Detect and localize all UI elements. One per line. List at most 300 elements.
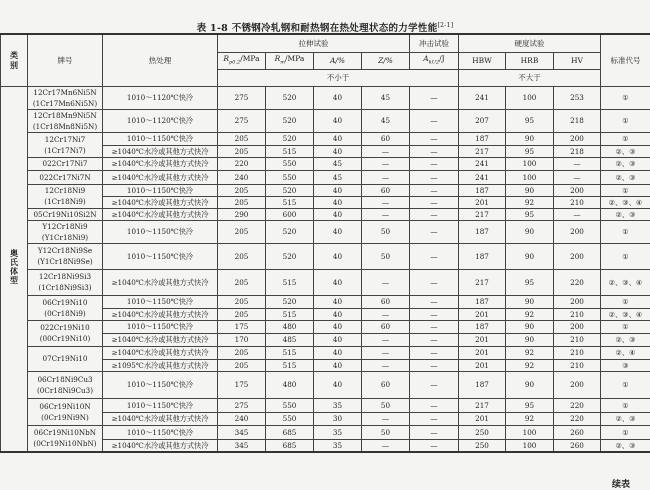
standard-code-cell: ① — [601, 371, 650, 398]
hbw-cell: 250 — [459, 439, 506, 452]
heat-treatment-cell: 1010～1150℃快冷 — [103, 220, 218, 243]
elongation-cell: 40 — [314, 308, 362, 320]
tensile-strength-cell: 515 — [266, 346, 314, 359]
impact-energy-cell: — — [410, 333, 459, 346]
standard-code-cell: ① — [601, 184, 650, 196]
grade-old-name: (1Cr17Mn6Ni5N) — [28, 98, 102, 109]
hbw-cell: 201 — [459, 412, 506, 425]
hv-cell: 260 — [554, 439, 601, 452]
yield-strength-cell: 175 — [218, 371, 266, 398]
impact-energy-cell: — — [410, 196, 459, 208]
impact-energy-cell: — — [410, 439, 459, 452]
elongation-cell: 40 — [314, 145, 362, 157]
hv-cell: 220 — [554, 398, 601, 412]
reduction-cell: 60 — [362, 371, 410, 398]
grade-name: Y12Cr18Ni9Se — [28, 245, 102, 256]
impact-energy-cell: — — [410, 308, 459, 320]
hv-cell: 210 — [554, 359, 601, 371]
grade-cell — [28, 132, 103, 157]
heat-treatment-cell: ≥1040℃水冷或其他方式快冷 — [103, 196, 218, 208]
tensile-strength-cell: 520 — [266, 132, 314, 145]
header-category: 类别 — [1, 34, 28, 86]
elongation-cell: 40 — [314, 132, 362, 145]
hv-cell: 200 — [554, 132, 601, 145]
impact-energy-cell: — — [410, 184, 459, 196]
hbw-cell: 217 — [459, 145, 506, 157]
hv-cell: — — [554, 157, 601, 170]
heat-treatment-cell: 1010～1150℃快冷 — [103, 243, 218, 269]
grade-cell — [28, 208, 103, 220]
continued-label: 续表 — [612, 477, 630, 490]
reduction-cell: 50 — [362, 398, 410, 412]
standard-code-cell: ②、③、④ — [601, 196, 650, 208]
reduction-cell: — — [362, 346, 410, 359]
elongation-cell: 40 — [314, 243, 362, 269]
tensile-strength-cell: 515 — [266, 269, 314, 295]
hrb-cell: 100 — [506, 425, 554, 439]
tensile-strength-cell: 520 — [266, 295, 314, 308]
heat-treatment-cell: 1010～1150℃快冷 — [103, 371, 218, 398]
table-row — [1, 184, 650, 196]
elongation-cell: 40 — [314, 109, 362, 132]
tensile-strength-cell: 685 — [266, 425, 314, 439]
header-hbw: HBW — [459, 52, 506, 69]
header-hardness-test: 硬度试验 — [459, 34, 601, 52]
reduction-cell: 60 — [362, 132, 410, 145]
heat-treatment-cell: 1010～1120℃快冷 — [103, 86, 218, 109]
mechanical-properties-table — [0, 33, 650, 453]
elongation-cell: 40 — [314, 371, 362, 398]
hv-cell: 218 — [554, 109, 601, 132]
hbw-cell: 187 — [459, 184, 506, 196]
reduction-cell: 50 — [362, 220, 410, 243]
heat-treatment-cell: ≥1040℃水冷或其他方式快冷 — [103, 346, 218, 359]
elongation-cell: 40 — [314, 333, 362, 346]
grade-name: 022Cr17Ni7 — [28, 158, 102, 169]
elongation-cell: 40 — [314, 346, 362, 359]
hbw-cell: 187 — [459, 132, 506, 145]
table-row — [1, 371, 650, 398]
category-cell — [1, 86, 28, 452]
tensile-strength-cell: 520 — [266, 243, 314, 269]
table-row — [1, 208, 650, 220]
grade-name: 12Cr17Ni7 — [28, 134, 102, 145]
yield-strength-cell: 170 — [218, 333, 266, 346]
heat-treatment-cell: ≥1040℃水冷或其他方式快冷 — [103, 208, 218, 220]
tensile-strength-cell: 685 — [266, 439, 314, 452]
heat-treatment-cell: 1010～1150℃快冷 — [103, 398, 218, 412]
standard-code-cell: ②、③ — [601, 439, 650, 452]
grade-name: 06Cr19Ni10N — [28, 401, 102, 412]
header-rp02: $R_{p0.2}$/MPa — [218, 52, 266, 69]
grade-name: 12Cr18Ni9 — [28, 185, 102, 196]
hrb-cell: 95 — [506, 398, 554, 412]
yield-strength-cell: 290 — [218, 208, 266, 220]
hv-cell: 200 — [554, 243, 601, 269]
reduction-cell: 60 — [362, 295, 410, 308]
header-not-less-than: 不小于 — [218, 69, 459, 86]
hrb-cell: 95 — [506, 109, 554, 132]
yield-strength-cell: 205 — [218, 243, 266, 269]
reduction-cell: — — [362, 439, 410, 452]
tensile-strength-cell: 520 — [266, 86, 314, 109]
hv-cell: 200 — [554, 320, 601, 333]
hv-cell: 200 — [554, 295, 601, 308]
grade-cell — [28, 184, 103, 208]
impact-energy-cell: — — [410, 243, 459, 269]
hrb-cell: 92 — [506, 346, 554, 359]
impact-energy-cell: — — [410, 208, 459, 220]
header-tensile-test: 拉伸试验 — [218, 34, 410, 52]
grade-cell — [28, 346, 103, 371]
hrb-cell: 92 — [506, 196, 554, 208]
header-standard-code: 标准代号 — [601, 34, 650, 86]
yield-strength-cell: 205 — [218, 269, 266, 295]
hv-cell: 260 — [554, 425, 601, 439]
grade-name: 12Cr18Ni9Si3 — [28, 271, 102, 282]
grade-cell — [28, 269, 103, 295]
hrb-cell: 100 — [506, 157, 554, 170]
elongation-cell: 35 — [314, 398, 362, 412]
grade-old-name: (0Cr19Ni9N) — [28, 412, 102, 423]
grade-old-name: (1Cr18Mn8Ni5N) — [28, 121, 102, 132]
hv-cell: 210 — [554, 196, 601, 208]
heat-treatment-cell: 1010～1150℃快冷 — [103, 184, 218, 196]
table-row — [1, 425, 650, 439]
heat-treatment-cell: 1010～1150℃快冷 — [103, 320, 218, 333]
category-label: 奥氏体型 — [9, 249, 20, 285]
grade-cell — [28, 170, 103, 184]
impact-energy-cell: — — [410, 425, 459, 439]
tensile-strength-cell: 550 — [266, 157, 314, 170]
standard-code-cell: ②、③、④ — [601, 308, 650, 320]
standard-code-cell: ②、③ — [601, 157, 650, 170]
grade-name: 06Cr18Ni9Cu3 — [28, 374, 102, 385]
hbw-cell: 187 — [459, 243, 506, 269]
hbw-cell: 217 — [459, 398, 506, 412]
tensile-strength-cell: 550 — [266, 398, 314, 412]
heat-treatment-cell: ≥1040℃水冷或其他方式快冷 — [103, 145, 218, 157]
hbw-cell: 201 — [459, 196, 506, 208]
grade-old-name: (0Cr18Ni9) — [28, 308, 102, 319]
grade-old-name: (0Cr18Ni9Cu3) — [28, 385, 102, 396]
tensile-strength-cell: 480 — [266, 371, 314, 398]
table-row — [1, 320, 650, 333]
hbw-cell: 250 — [459, 425, 506, 439]
yield-strength-cell: 205 — [218, 184, 266, 196]
reduction-cell: — — [362, 333, 410, 346]
impact-energy-cell: — — [410, 359, 459, 371]
impact-energy-cell: — — [410, 398, 459, 412]
grade-old-name: (Y1Cr18Ni9) — [28, 232, 102, 243]
grade-name: 12Cr17Mn6Ni5N — [28, 87, 102, 98]
hv-cell: 253 — [554, 86, 601, 109]
yield-strength-cell: 205 — [218, 196, 266, 208]
hbw-cell: 201 — [459, 308, 506, 320]
table-row — [1, 86, 650, 109]
heat-treatment-cell: ≥1040℃水冷或其他方式快冷 — [103, 333, 218, 346]
hv-cell: — — [554, 208, 601, 220]
table-row — [1, 243, 650, 269]
hv-cell: 210 — [554, 333, 601, 346]
yield-strength-cell: 345 — [218, 439, 266, 452]
yield-strength-cell: 205 — [218, 346, 266, 359]
hbw-cell: 201 — [459, 333, 506, 346]
header-impact-test: 冲击试验 — [410, 34, 459, 52]
heat-treatment-cell: ≥1040℃水冷或其他方式快冷 — [103, 157, 218, 170]
table-row — [1, 295, 650, 308]
reduction-cell: — — [362, 196, 410, 208]
reduction-cell: 50 — [362, 243, 410, 269]
header-hrb: HRB — [506, 52, 554, 69]
hbw-cell: 207 — [459, 109, 506, 132]
hv-cell: 220 — [554, 269, 601, 295]
standard-code-cell: ②、③ — [601, 412, 650, 425]
elongation-cell: 45 — [314, 157, 362, 170]
grade-name: 022Cr19Ni10 — [28, 322, 102, 333]
elongation-cell: 45 — [314, 170, 362, 184]
elongation-cell: 40 — [314, 295, 362, 308]
standard-code-cell: ②、③ — [601, 170, 650, 184]
reduction-cell: 60 — [362, 320, 410, 333]
elongation-cell: 40 — [314, 184, 362, 196]
yield-strength-cell: 205 — [218, 220, 266, 243]
hbw-cell: 217 — [459, 269, 506, 295]
hbw-cell: 187 — [459, 320, 506, 333]
hrb-cell: 100 — [506, 439, 554, 452]
heat-treatment-cell: 1010～1150℃快冷 — [103, 295, 218, 308]
hbw-cell: 201 — [459, 359, 506, 371]
standard-code-cell: ②、③、④ — [601, 269, 650, 295]
standard-code-cell: ②、③ — [601, 208, 650, 220]
elongation-cell: 35 — [314, 425, 362, 439]
standard-code-cell: ① — [601, 109, 650, 132]
hbw-cell: 187 — [459, 220, 506, 243]
grade-old-name: (00Cr19Ni10) — [28, 333, 102, 344]
hrb-cell: 100 — [506, 170, 554, 184]
standard-code-cell: ②、③ — [601, 333, 650, 346]
grade-old-name: (1Cr18Ni9) — [28, 196, 102, 207]
tensile-strength-cell: 520 — [266, 220, 314, 243]
impact-energy-cell: — — [410, 220, 459, 243]
header-grade: 牌号 — [28, 34, 103, 86]
grade-cell — [28, 425, 103, 452]
elongation-cell: 40 — [314, 86, 362, 109]
elongation-cell: 40 — [314, 269, 362, 295]
tensile-strength-cell: 515 — [266, 145, 314, 157]
elongation-cell: 35 — [314, 439, 362, 452]
hrb-cell: 90 — [506, 132, 554, 145]
tensile-strength-cell: 515 — [266, 308, 314, 320]
grade-cell — [28, 243, 103, 269]
standard-code-cell: ① — [601, 243, 650, 269]
impact-energy-cell: — — [410, 157, 459, 170]
header-not-greater-than: 不大于 — [459, 69, 601, 86]
elongation-cell: 30 — [314, 412, 362, 425]
hrb-cell: 90 — [506, 295, 554, 308]
impact-energy-cell: — — [410, 170, 459, 184]
grade-name: 022Cr17Ni7N — [28, 172, 102, 183]
yield-strength-cell: 275 — [218, 398, 266, 412]
heat-treatment-cell: ≥1040℃水冷或其他方式快冷 — [103, 308, 218, 320]
hbw-cell: 187 — [459, 295, 506, 308]
tensile-strength-cell: 485 — [266, 333, 314, 346]
caption-reference: [2-1] — [438, 22, 454, 29]
impact-energy-cell: — — [410, 86, 459, 109]
table-row — [1, 346, 650, 359]
table-row — [1, 109, 650, 132]
grade-name: 12Cr18Mn9Ni5N — [28, 110, 102, 121]
yield-strength-cell: 275 — [218, 109, 266, 132]
header-rm: $R_m$/MPa — [266, 52, 314, 69]
heat-treatment-cell: ≥1095℃水冷或其他方式快冷 — [103, 359, 218, 371]
reduction-cell: 45 — [362, 109, 410, 132]
impact-energy-cell: — — [410, 320, 459, 333]
hrb-cell: 90 — [506, 184, 554, 196]
yield-strength-cell: 205 — [218, 132, 266, 145]
reduction-cell: — — [362, 145, 410, 157]
impact-energy-cell: — — [410, 269, 459, 295]
hv-cell: 200 — [554, 184, 601, 196]
grade-cell — [28, 157, 103, 170]
yield-strength-cell: 240 — [218, 170, 266, 184]
hbw-cell: 187 — [459, 371, 506, 398]
elongation-cell: 40 — [314, 208, 362, 220]
hv-cell: 200 — [554, 371, 601, 398]
hrb-cell: 90 — [506, 333, 554, 346]
hrb-cell: 95 — [506, 145, 554, 157]
hv-cell: 200 — [554, 220, 601, 243]
hv-cell: 220 — [554, 412, 601, 425]
reduction-cell: — — [362, 269, 410, 295]
hv-cell: 210 — [554, 346, 601, 359]
yield-strength-cell: 275 — [218, 86, 266, 109]
grade-old-name: (0Cr19Ni10NbN) — [28, 438, 102, 449]
reduction-cell: — — [362, 359, 410, 371]
header-impact-energy: $A_{kU2}/J$ — [410, 52, 459, 69]
standard-code-cell: ① — [601, 295, 650, 308]
elongation-cell: 40 — [314, 220, 362, 243]
reduction-cell: — — [362, 308, 410, 320]
header-reduction: Z/% — [362, 52, 410, 69]
heat-treatment-cell: ≥1040℃水冷或其他方式快冷 — [103, 170, 218, 184]
hbw-cell: 201 — [459, 346, 506, 359]
table-row — [1, 132, 650, 145]
yield-strength-cell: 205 — [218, 308, 266, 320]
heat-treatment-cell: ≥1040℃水冷或其他方式快冷 — [103, 412, 218, 425]
header-elongation: A/% — [314, 52, 362, 69]
tensile-strength-cell: 600 — [266, 208, 314, 220]
table-body — [1, 86, 650, 452]
grade-name: 07Cr19Ni10 — [28, 353, 102, 364]
grade-cell — [28, 320, 103, 346]
table-row — [1, 157, 650, 170]
reduction-cell: — — [362, 170, 410, 184]
yield-strength-cell: 220 — [218, 157, 266, 170]
impact-energy-cell: — — [410, 145, 459, 157]
standard-code-cell: ① — [601, 425, 650, 439]
heat-treatment-cell: ≥1040℃水冷或其他方式快冷 — [103, 269, 218, 295]
standard-code-cell: ②、③ — [601, 145, 650, 157]
heat-treatment-cell: 1010～1150℃快冷 — [103, 132, 218, 145]
grade-cell — [28, 220, 103, 243]
impact-energy-cell: — — [410, 132, 459, 145]
elongation-cell: 40 — [314, 196, 362, 208]
tensile-strength-cell: 480 — [266, 320, 314, 333]
grade-name: Y12Cr18Ni9 — [28, 221, 102, 232]
table-row — [1, 269, 650, 295]
reduction-cell: 45 — [362, 86, 410, 109]
hv-cell: 210 — [554, 308, 601, 320]
grade-cell — [28, 109, 103, 132]
standard-code-cell: ②、④ — [601, 346, 650, 359]
hbw-cell: 241 — [459, 157, 506, 170]
elongation-cell: 40 — [314, 320, 362, 333]
grade-old-name: (1Cr17Ni7) — [28, 145, 102, 156]
hrb-cell: 95 — [506, 208, 554, 220]
standard-code-cell: ③ — [601, 359, 650, 371]
tensile-strength-cell: 515 — [266, 196, 314, 208]
reduction-cell: — — [362, 157, 410, 170]
hbw-cell: 217 — [459, 208, 506, 220]
hrb-cell: 90 — [506, 243, 554, 269]
caption-text: 表 1-8 不锈钢冷轧钢和耐热钢在热处理状态的力学性能 — [197, 23, 438, 34]
grade-cell — [28, 295, 103, 320]
hrb-cell: 90 — [506, 320, 554, 333]
hrb-cell: 100 — [506, 86, 554, 109]
table-row — [1, 170, 650, 184]
tensile-strength-cell: 520 — [266, 109, 314, 132]
grade-cell — [28, 371, 103, 398]
standard-code-cell: ① — [601, 220, 650, 243]
tensile-strength-cell: 550 — [266, 412, 314, 425]
table-row — [1, 220, 650, 243]
tensile-strength-cell: 520 — [266, 184, 314, 196]
heat-treatment-cell: 1010～1120℃快冷 — [103, 109, 218, 132]
impact-energy-cell: — — [410, 371, 459, 398]
grade-old-name: (1Cr18Ni9Si3) — [28, 282, 102, 293]
impact-energy-cell: — — [410, 109, 459, 132]
impact-energy-cell: — — [410, 295, 459, 308]
grade-cell — [28, 86, 103, 109]
elongation-cell: 40 — [314, 359, 362, 371]
grade-old-name: (Y1Cr18Ni9Se) — [28, 256, 102, 267]
yield-strength-cell: 205 — [218, 295, 266, 308]
hrb-cell: 90 — [506, 220, 554, 243]
yield-strength-cell: 205 — [218, 359, 266, 371]
yield-strength-cell: 345 — [218, 425, 266, 439]
hrb-cell: 92 — [506, 308, 554, 320]
header-heat-treatment: 热处理 — [103, 34, 218, 86]
hrb-cell: 92 — [506, 412, 554, 425]
heat-treatment-cell: 1010～1150℃快冷 — [103, 425, 218, 439]
hrb-cell: 90 — [506, 371, 554, 398]
reduction-cell: — — [362, 208, 410, 220]
tensile-strength-cell: 515 — [266, 359, 314, 371]
yield-strength-cell: 175 — [218, 320, 266, 333]
grade-name: 05Cr19Ni10Si2N — [28, 209, 102, 220]
reduction-cell: 50 — [362, 425, 410, 439]
header-hv: HV — [554, 52, 601, 69]
tensile-strength-cell: 550 — [266, 170, 314, 184]
table-row — [1, 398, 650, 412]
standard-code-cell: ① — [601, 398, 650, 412]
grade-name: 06Cr19Ni10NbN — [28, 427, 102, 438]
yield-strength-cell: 205 — [218, 145, 266, 157]
reduction-cell: 60 — [362, 184, 410, 196]
hbw-cell: 241 — [459, 170, 506, 184]
heat-treatment-cell: ≥1040℃水冷或其他方式快冷 — [103, 439, 218, 452]
